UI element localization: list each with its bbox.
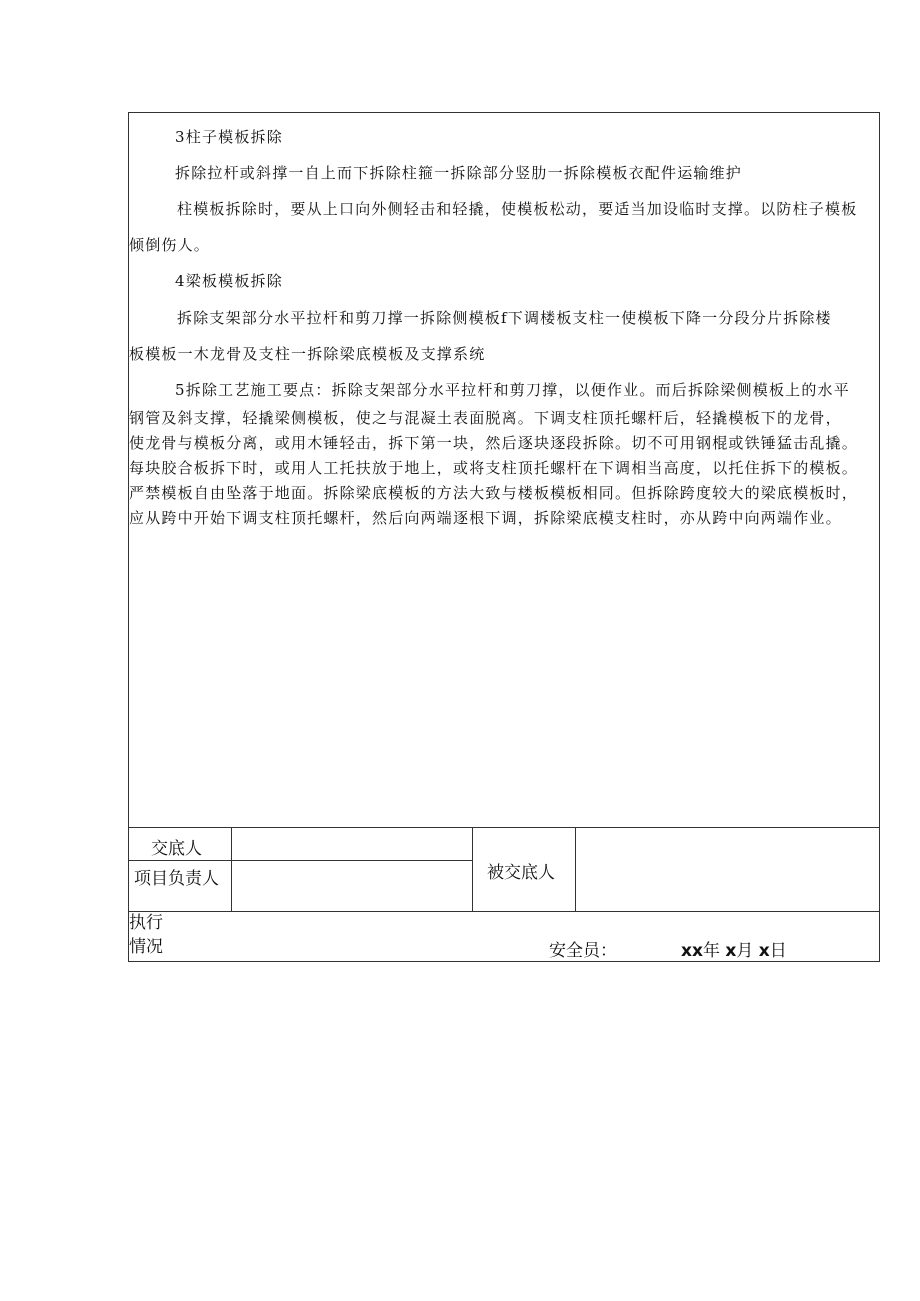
divider [575,827,576,911]
date-year-unit: 年 [702,941,720,961]
safety-officer-label: 安全员： [549,941,617,961]
signoff-table [129,827,879,912]
date-month-unit: 月 [736,941,754,961]
section-4-steps-line1: 拆除支架部分水平拉杆和剪刀撑一拆除侧模板f下调楼板支柱一使模板下降一分段分片拆除楼 [177,310,832,326]
section-5-line1: 5拆除工艺施工要点：拆除支架部分水平拉杆和剪刀撑，以便作业。而后拆除梁侧模板上的水平 [175,382,850,398]
section-5-line3: 使龙骨与模板分离，或用木锤轻击，拆下第一块，然后逐块逐段拆除。切不可用钢棍或铁锤猛击乱撬。 [129,435,859,451]
disclosure-form [128,112,880,962]
section-4-steps-line2: 板模板一木龙骨及支柱一拆除梁底模板及支撑系统 [129,346,486,362]
receiver-value[interactable] [583,834,873,904]
divider [129,860,472,861]
execution-label [129,911,163,959]
section-5-line2: 钢管及斜支撑，轻撬梁侧模板，使之与混凝土表面脱离。下调支柱顶托螺杆后，轻撬模板下的龙骨， [129,410,842,426]
execution-date [681,936,787,961]
section-3-note-line2: 倾倒伤人。 [129,237,211,253]
execution-label-line1: 执行 [129,913,163,933]
execution-label-line2: 情况 [129,937,163,957]
project-lead-label: 项目负责人 [134,869,219,889]
date-month: x [725,941,737,961]
section-5-line6: 应从跨中开始下调支柱顶托螺杆，然后向两端逐根下调，拆除梁底模支柱时，亦从跨中向两端作业。 [129,510,842,526]
receiver-label: 被交底人 [487,863,555,883]
section-3-title: 3柱子模板拆除 [175,129,283,145]
section-5-line4: 每块胶合板拆下时，或用人工托扶放于地上，或将支柱顶托螺杆在下调相当高度，以托住拆下的模板。 [129,460,859,476]
section-5-line5: 严禁模板自由坠落于地面。拆除梁底模板的方法大致与楼板模板相同。但拆除跨度较大的梁底模板时， [129,485,859,501]
section-3-steps: 拆除拉杆或斜撑一自上而下拆除柱箍一拆除部分竖肋一拆除模板衣配件运输维护 [175,165,743,181]
date-year: xx [681,941,703,961]
content-area [129,113,879,828]
handover-value[interactable] [239,834,465,856]
divider [472,827,473,911]
date-day: x [758,941,770,961]
divider [231,827,232,911]
handover-label: 交底人 [151,839,202,859]
project-lead-value[interactable] [239,867,465,905]
section-4-title: 4梁板模板拆除 [175,273,283,289]
section-3-note-line1: 柱模板拆除时，要从上口向外侧轻击和轻撬，使模板松动，要适当加设临时支撑。以防柱子模板 [177,201,858,217]
date-day-unit: 日 [769,941,787,961]
